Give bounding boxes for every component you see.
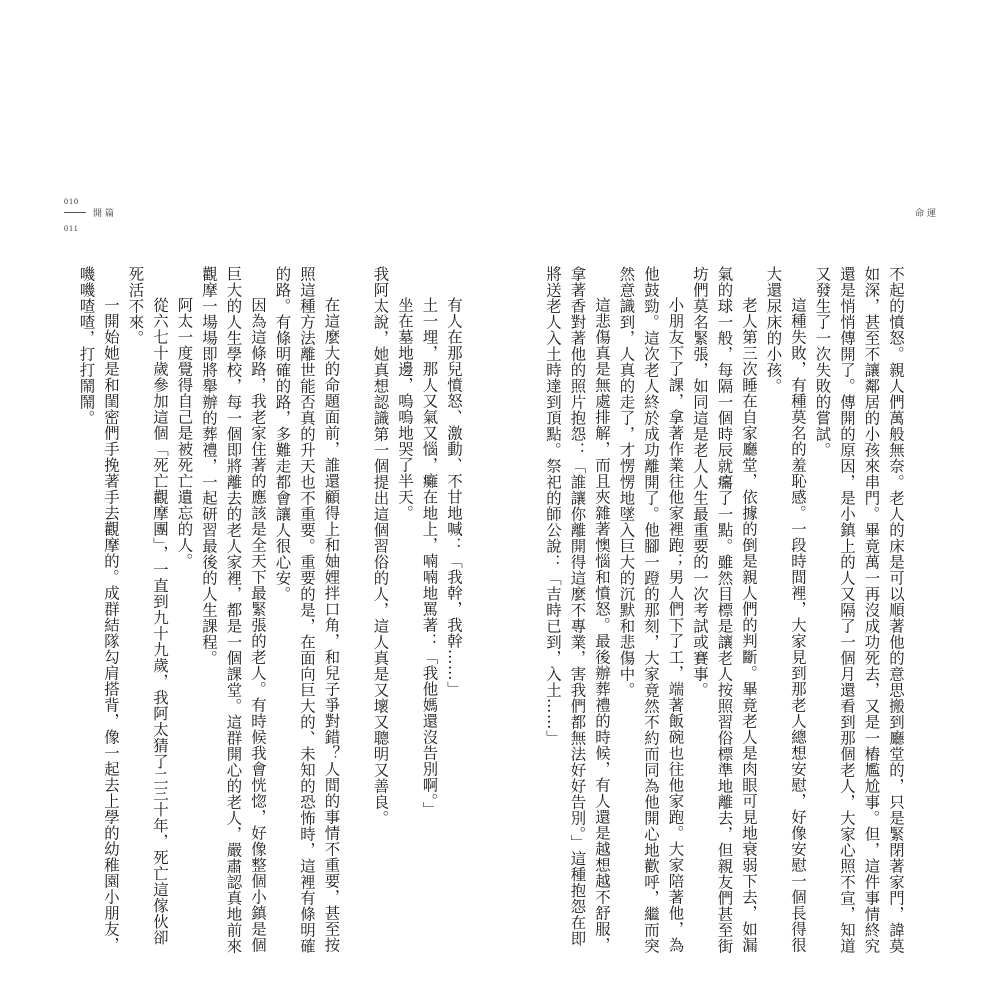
- left-page-text: [58, 266, 466, 956]
- page-number-right: 011: [64, 224, 79, 233]
- running-head-right: 命運: [915, 209, 940, 219]
- paragraph: 我阿太說，她真想認識第一個提出這個習俗的人，這人真是又壞又聰明又善良。: [371, 266, 390, 826]
- paragraph: 老人第三次睡在自家廳堂，依據的倒是親人們的判斷。畢竟老人是肉眼可見地衰弱下去，如漏氣的球一般，每隔一個時辰就癟了一點。雖然目標是讓老人按照習俗標準地離去，但親友們甚至街坊們莫名緊張，如同這是老人人生最重要的一次考試或賽事。: [691, 266, 758, 954]
- paragraph: 從六七十歲參加這個「死亡觀摩團」，一直到九十九歲，我阿太猜了二三十年，死亡這傢伙卻死活不來。: [126, 266, 169, 946]
- paragraph: 不起的憤怒。親人們萬般無奈。老人的床是可以順著他的意思搬到廳堂的，只是緊閉著家門，諱莫如深，甚至不讓鄰居的小孩來串門。畢竟萬一再沒成功死去，又是一樁尷尬事。但，這件事情終究還是悄悄傳開了。傳開的原因，是小鎮上的人又隔了一個月還看到那個老人，大家心照不宣，知道又發生了一次失敗的嘗試。: [813, 266, 905, 954]
- paragraph: 在這麼大的命題面前，誰還顧得上和妯娌拌口角，和兒子爭對錯？人間的事情不重要，甚至按照這種方法離世能否真的升天也不重要。重要的是，在面向巨大的、未知的恐怖時，這裡有條明確的路。有條明確的路，多難走都會讓人很心安。: [273, 266, 341, 954]
- paragraph: 這悲傷真是無處排解，而且夾雜著懊惱和憤怒。最後辦葬禮的時候，有人還是越想越不舒服，拿著香對著他的照片抱怨：「誰讓你離開得這麼不專業，害我們都無法好好告別。」這種抱怨在即將送老人入土時達到頂點。祭祀的師公說：「吉時已到，入土……」: [544, 266, 611, 953]
- paragraph: 一開始她是和閨密們手挽著手去觀摩的。成群結隊勾肩搭背，像一起去上學的幼稚園小朋友，嘰嘰喳喳，打打鬧鬧。: [77, 266, 120, 953]
- paragraph: 阿太一度覺得自己是被死亡遺忘的人。: [175, 296, 194, 569]
- paragraph: 小朋友下了課，拿著作業往他家裡跑；男人們下了工，端著飯碗也往他家跑。大家陪著他，為他鼓勁。這次老人終於成功離開了。他腳一蹬的那刻，大家竟然不約而同為他開心地歡呼，繼而突然意識到，人真的走了，才愣愣地墜入巨大的沉默和悲傷中。: [617, 266, 685, 954]
- running-head-left: 開篇: [93, 209, 118, 219]
- right-page-text: [544, 266, 908, 956]
- paragraph: 因為這條路，我老家住著的應該是全天下最緊張的老人。有時候我會恍惚，好像整個小鎮是個巨大的人生學校，每一個即將離去的老人家裡，都是一個課堂。這群開心的老人，嚴肅認真地前來觀摩一場場即將舉辦的葬禮，一起研習最後的人生課程。: [200, 266, 267, 954]
- folio-divider: [64, 212, 86, 213]
- paragraph: 土一埋，那人又氣又惱，癱在地上，喃喃地罵著：「我他媽還沒告別啊。」: [420, 296, 439, 818]
- paragraph: 這種失敗，有種莫名的羞恥感。一段時間裡，大家見到那老人總想安慰，好像安慰一個長得很大還尿床的小孩。: [764, 266, 807, 953]
- paragraph: 坐在墓地邊，嗚嗚地哭了半天。: [396, 296, 414, 521]
- page-number-left: 010: [64, 197, 79, 206]
- paragraph: 有人在那兒憤怒、激動、不甘地喊：「我幹，我幹……」: [445, 296, 463, 697]
